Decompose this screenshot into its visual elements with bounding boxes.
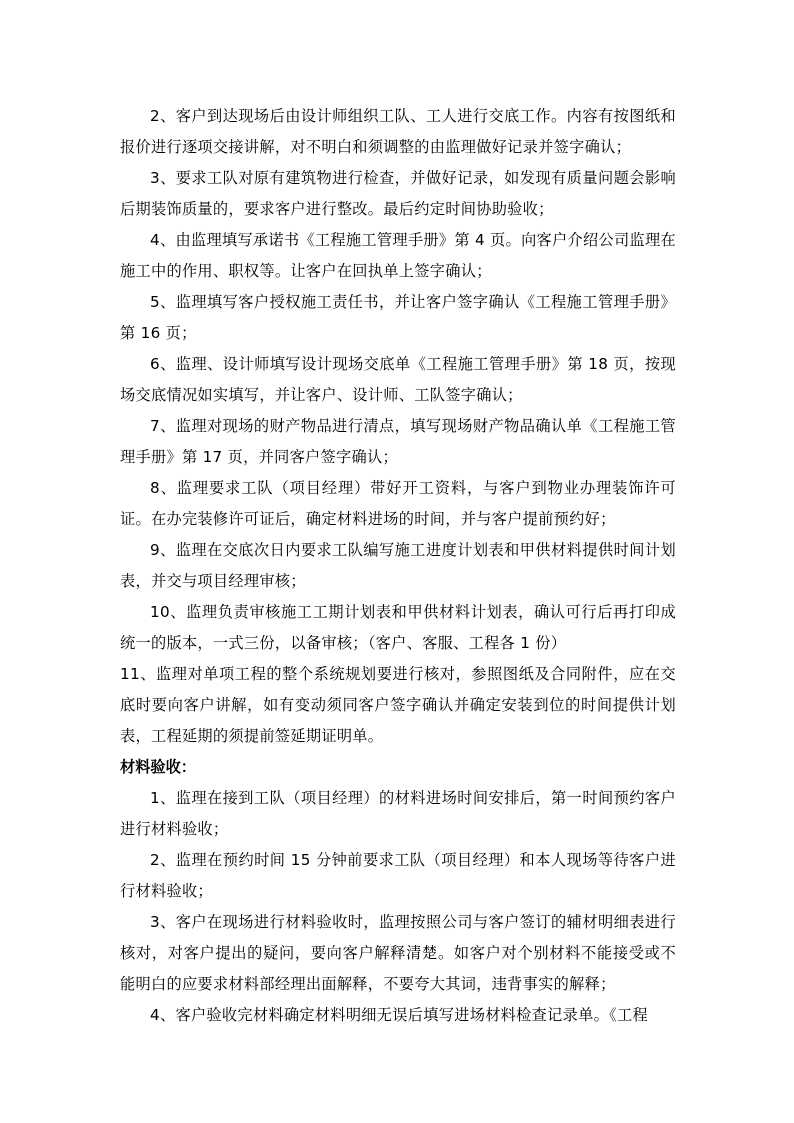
material-paragraph-1: 1、监理在接到工队（项目经理）的材料进场时间安排后，第一时间预约客户进行材料验收； bbox=[120, 789, 676, 838]
section-heading-material-acceptance: 材料验收： bbox=[120, 758, 196, 776]
paragraph-6: 6、监理、设计师填写设计现场交底单《工程施工管理手册》第 18 页，按现场交底情况如实填写，并让客户、设计师、工队签字确认； bbox=[120, 355, 676, 404]
paragraph-11: 11、监理对单项工程的整个系统规划要进行核对，参照图纸及合同附件，应在交底时要向客户讲解，如有变动须同客户签字确认并确定安装到位的时间提供计划表，工程延期的须提前签延期证明单。 bbox=[120, 665, 676, 745]
paragraph-8: 8、监理要求工队（项目经理）带好开工资料，与客户到物业办理装饰许可证。在办完装修许可证后，确定材料进场的时间，并与客户提前预约好； bbox=[120, 479, 676, 528]
paragraph-5: 5、监理填写客户授权施工责任书，并让客户签字确认《工程施工管理手册》第 16 页； bbox=[120, 293, 676, 342]
material-paragraph-2: 2、监理在预约时间 15 分钟前要求工队（项目经理）和本人现场等待客户进行材料验收； bbox=[120, 851, 676, 900]
paragraph-7: 7、监理对现场的财产物品进行清点，填写现场财产物品确认单《工程施工管理手册》第 17 页，并同客户签字确认； bbox=[120, 417, 676, 466]
paragraph-10: 10、监理负责审核施工工期计划表和甲供材料计划表，确认可行后再打印成统一的版本，一式三份，以备审核；（客户、客服、工程各 1 份） bbox=[120, 603, 676, 652]
paragraph-9: 9、监理在交底次日内要求工队编写施工进度计划表和甲供材料提供时间计划表，并交与项目经理审核； bbox=[120, 541, 676, 590]
paragraph-4: 4、由监理填写承诺书《工程施工管理手册》第 4 页。向客户介绍公司监理在施工中的作用、职权等。让客户在回执单上签字确认； bbox=[120, 231, 676, 280]
material-paragraph-3: 3、客户在现场进行材料验收时，监理按照公司与客户签订的辅材明细表进行核对，对客户提出的疑问，要向客户解释清楚。如客户对个别材料不能接受或不能明白的应要求材料部经理出面解释，不要夸大其词，违背事实的解释； bbox=[120, 913, 676, 993]
paragraph-2: 2、客户到达现场后由设计师组织工队、工人进行交底工作。内容有按图纸和报价进行逐项交接讲解，对不明白和须调整的由监理做好记录并签字确认； bbox=[120, 107, 676, 156]
document-body bbox=[120, 101, 676, 1031]
paragraph-3: 3、要求工队对原有建筑物进行检查，并做好记录，如发现有质量问题会影响后期装饰质量的，要求客户进行整改。最后约定时间协助验收； bbox=[120, 169, 676, 218]
material-paragraph-4: 4、客户验收完材料确定材料明细无误后填写进场材料检查记录单。《工程 bbox=[150, 1006, 648, 1024]
